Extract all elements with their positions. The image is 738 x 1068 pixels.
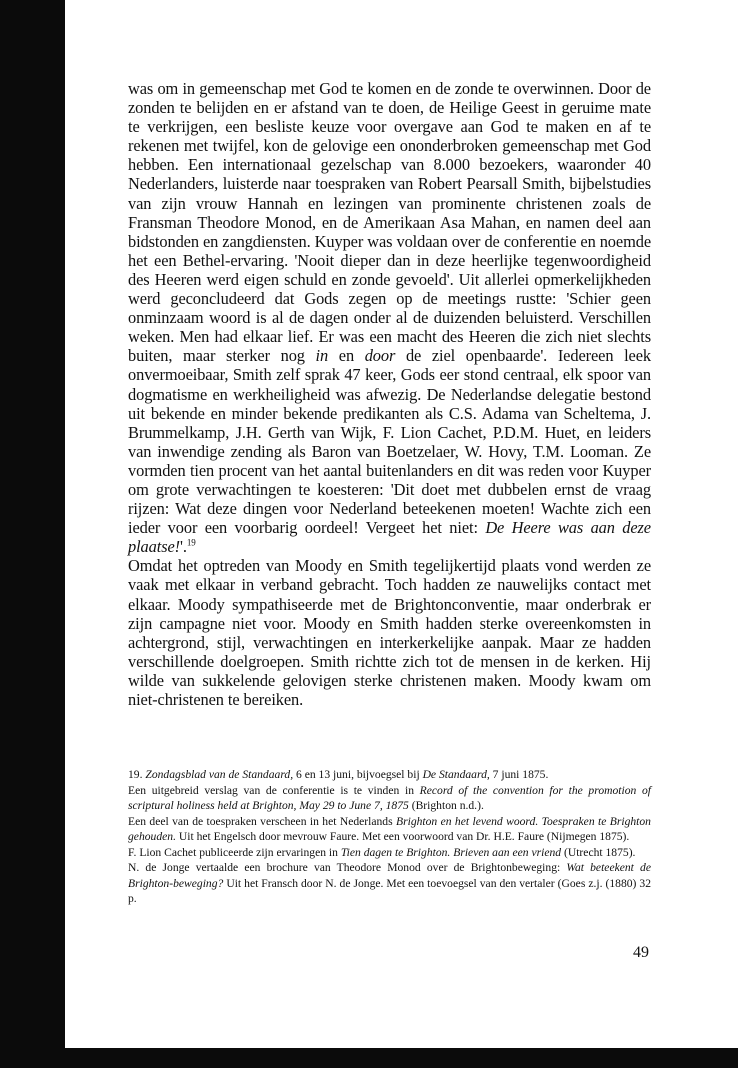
footnote-cachet-text-b: (Utrecht 1875). [561,845,636,859]
scan-left-border [0,0,65,1068]
footnote-jonge-text-a: N. de Jonge vertaalde een brochure van Theodore Monod over de Brightonbeweging: [128,861,567,874]
footnotes [128,767,651,907]
para1-text-d: '. [180,537,187,557]
body-paragraph-2: Omdat het optreden van Moody en Smith tegelijkertijd plaats vond werden ze vaak met elkaar in verband gebracht. Toch hadden ze nauwelijks contact met elkaar. Moody sympathiseerde met de Brightonconventie, maar onderbrak er zijn campagne niet voor. Moody en Smith hadden sterke overeenkomsten in achtergrond, stijl, verwachtingen en interkerkelijke aanpak. Maar ze hadden verschillende doelgroepen. Smith richtte zich tot de mensen in de kerken. Hij wilde van sukkelende gelovigen sterke christenen maken. Moody kwam om niet-christenen te bereiken. [128,556,651,709]
footnote-19-italic-a: Zondagsblad van de Standaard, [145,768,294,781]
footnote-toespraken [128,814,651,845]
footnote-19-text-b: 7 juni 1875. [489,768,549,781]
scan-bottom-border [0,1048,738,1068]
footnote-19-italic-b: De Standaard, [422,768,490,781]
body-paragraph-1 [128,79,651,556]
footnote-reference: 19 [186,537,196,548]
footnote-record [128,783,651,814]
footnote-jonge-text-b: Uit het Fransch door N. de Jonge. Met een toevoegsel van den vertaler (Goes z.j. (1880) 32 p. [128,876,651,905]
body-text [128,79,651,709]
footnote-cachet [128,845,651,861]
footnote-19-text-a: 6 en 13 juni, bijvoegsel bij [293,768,423,781]
footnote-19 [128,767,651,783]
footnote-cachet-text-a: F. Lion Cachet publiceerde zijn ervaringen in [128,845,341,859]
para1-italic-door: door [364,346,396,366]
footnote-record-text-a: Een uitgebreid verslag van de conferentie is te vinden in [128,783,420,797]
footnote-record-text-b: (Brighton n.d.). [408,799,484,812]
para1-text-b: en [328,346,365,366]
footnote-toespraken-italic: Brighton en het levend woord. Toespraken te Brighton gehouden. [128,814,651,843]
footnote-jonge-italic: Wat beteekent de Brighton-beweging? [128,861,651,890]
footnote-number: 19. [128,768,146,781]
footnote-jonge [128,860,651,907]
para1-text-c: de ziel openbaarde'. Iedereen leek onvermoeibaar, Smith zelf sprak 47 keer, Gods eer stond centraal, elk spoor van dogmatisme en werkheiligheid was afwezig. De Nederlandse delegatie bestond uit bekende en minder bekende predikanten als C.S. Adama van Scheltema, J. Brummelkamp, J.H. Gerth van Wijk, F. Lion Cachet, P.D.M. Huet, en leiders van inwendige zending als Baron van Boetzelaer, W. Hovy, T.M. Looman. Ze vormden tien procent van het aantal buitenlanders en dit was reden voor Kuyper om grote verwachtingen te koesteren: 'Dit doet met dubbelen ernst de vraag rijzen: Wat deze dingen voor Nederland beteekenen moeten! Wachte zich een ieder voor een voorbarig oordeel! Vergeet het niet: [128,346,651,538]
para1-italic-in: in [315,346,329,366]
footnote-toespraken-text-a: Een deel van de toespraken verscheen in het Nederlands [128,814,396,828]
para1-italic-quote: De Heere was aan deze plaatse! [128,518,651,557]
footnote-toespraken-text-b: Uit het Engelsch door mevrouw Faure. Met een voorwoord van Dr. H.E. Faure (Nijmegen 1875). [175,830,630,843]
para1-text-a: was om in gemeenschap met God te komen en de zonde te overwinnen. Door de zonden te belijden en er afstand van te doen, de Heilige Geest in geruime mate te verkrijgen, een besliste keuze voor overgave aan God te maken en af te rekenen met twijfel, kon de gelovige een ononderbroken gemeenschap met God hebben. Een internationaal gezelschap van 8.000 bezoekers, waaronder 40 Nederlanders, luisterde naar toespraken van Robert Pearsall Smith, bijbelstudies van zijn vrouw Hannah en lezingen van prominente christenen zoals de Fransman Theodore Monod, en de Amerikaan Asa Mahan, en namen deel aan bidstonden en zangdiensten. Kuyper was voldaan over de conferentie en noemde het een Bethel-ervaring. 'Nooit dieper dan in deze heerlijke tegenwoordigheid des Heeren werd eigen schuld en zonde gevoeld'. Uit allerlei opmerkelijkheden werd geconcludeerd dat Gods zegen op de meetings rustte: 'Schier geen onminzaam woord is al de dagen onder al de duizenden beluisterd. Verschillen weken. Men had elkaar lief. Er was een macht des Heeren die zich niet slechts buiten, maar sterker nog [128,79,651,366]
page-number: 49 [633,944,649,961]
footnote-record-italic: Record of the convention for the promotion of scriptural holiness held at Brighton, May 29 to June 7, 1875 [128,783,651,812]
footnote-cachet-italic: Tien dagen te Brighton. Brieven aan een vriend [340,845,562,859]
